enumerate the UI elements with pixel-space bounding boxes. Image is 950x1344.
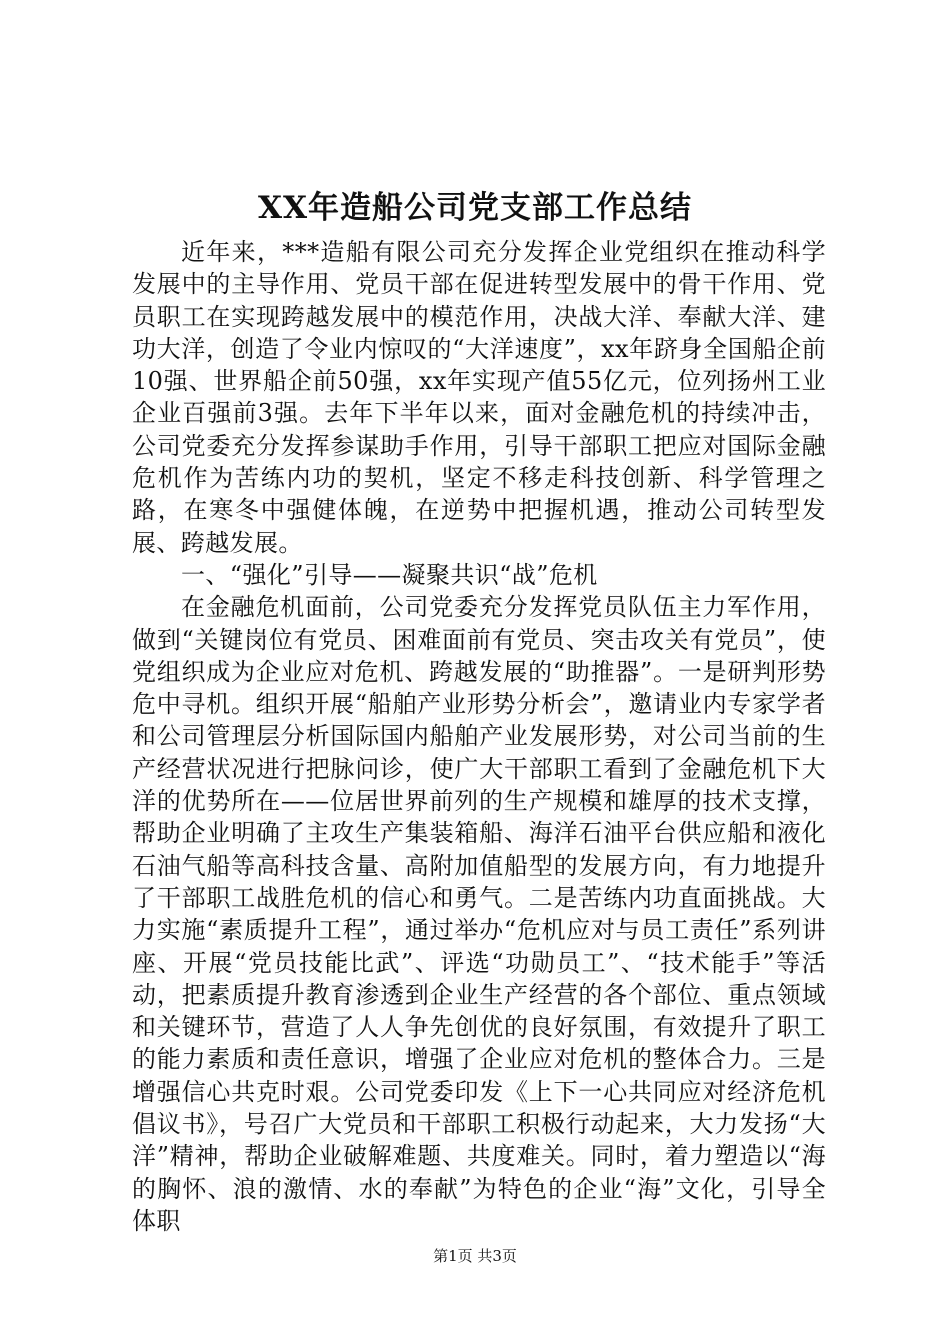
document-body <box>132 236 826 1237</box>
page-footer: 第1页 共3页 <box>433 1247 517 1265</box>
intro-paragraph: 近年来，***造船有限公司充分发挥企业党组织在推动科学发展中的主导作用、党员干部在促进转型发展中的骨干作用、党员职工在实现跨越发展中的模范作用，决战大洋、奉献大洋、建功大洋，创造了令业内惊叹的“大洋速度”，xx年跻身全国船企前10强、世界船企前50强，xx年实现产值55亿元，位列扬州工业企业百强前3强。去年下半年以来，面对金融危机的持续冲击，公司党委充分发挥参谋助手作用，引导干部职工把应对国际金融危机作为苦练内功的契机，坚定不移走科技创新、科学管理之路，在寒冬中强健体魄，在逆势中把握机遇，推动公司转型发展、跨越发展。 <box>132 238 826 557</box>
section-heading: 一、“强化”引导——凝聚共识“战”危机 <box>181 560 598 589</box>
section-paragraph: 在金融危机面前，公司党委充分发挥党员队伍主力军作用，做到“关键岗位有党员、困难面前有党员、突击攻关有党员”，使党组织成为企业应对危机、跨越发展的“助推器”。一是研判形势危中寻机。组织开展“船舶产业形势分析会”，邀请业内专家学者和公司管理层分析国际国内船舶产业发展形势，对公司当前的生产经营状况进行把脉问诊，使广大干部职工看到了金融危机下大洋的优势所在——位居世界前列的生产规模和雄厚的技术支撑，帮助企业明确了主攻生产集装箱船、海洋石油平台供应船和液化石油气船等高科技含量、高附加值船型的发展方向，有力地提升了干部职工战胜危机的信心和勇气。二是苦练内功直面挑战。大力实施“素质提升工程”，通过举办“危机应对与员工责任”系列讲座、开展“党员技能比武”、评选“功勋员工”、“技术能手”等活动，把素质提升教育渗透到企业生产经营的各个部位、重点领域和关键环节，营造了人人争先创优的良好氛围，有效提升了职工的能力素质和责任意识，增强了企业应对危机的整体合力。三是增强信心共克时艰。公司党委印发《上下一心共同应对经济危机倡议书》，号召广大党员和干部职工积极行动起来，大力发扬“大洋”精神，帮助企业破解难题、共度难关。同时，着力塑造以“海的胸怀、浪的激情、水的奉献”为特色的企业“海”文化，引导全体职 <box>132 593 826 1235</box>
document-title: XX年造船公司党支部工作总结 <box>257 190 693 226</box>
